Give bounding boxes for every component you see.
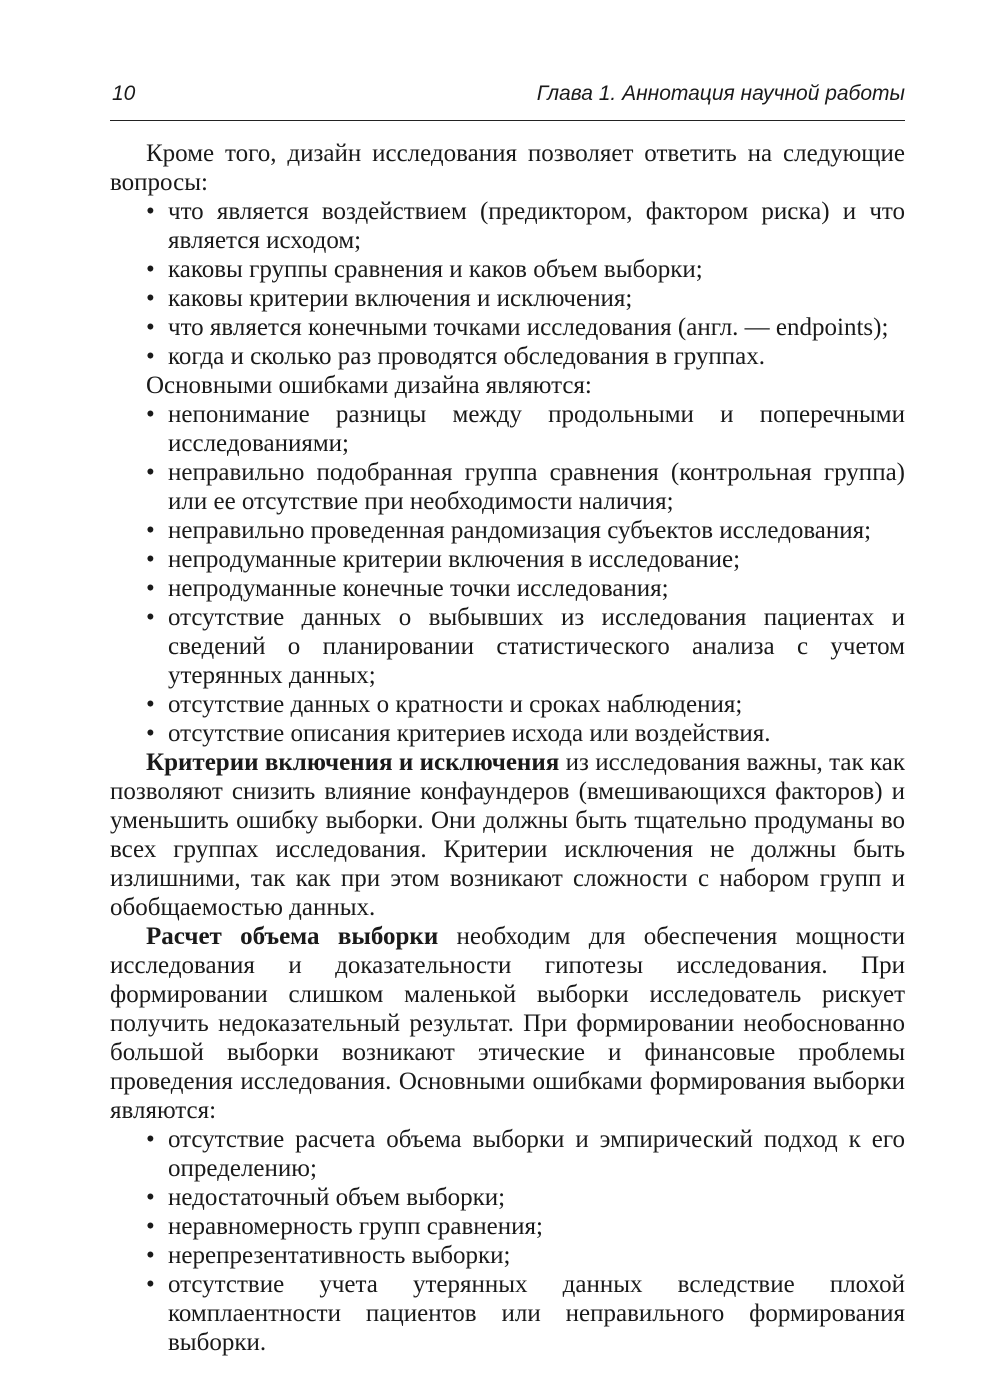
list-item: • отсутствие описания критериев исхода или воздействия. bbox=[110, 719, 905, 748]
sample-size-paragraph bbox=[110, 922, 905, 1125]
list-item: • каковы группы сравнения и каков объем выборки; bbox=[110, 255, 905, 284]
sample-size-text: необходим для обеспечения мощности исследования и доказательности гипотезы исследования. При формировании слишком маленькой выборки исследователь рискует получить недоказательный результат. При формировании необоснованно большой выборки возникают этические и финансовые проблемы проведения исследования. Основными ошибками формирования выборки являются: bbox=[110, 923, 906, 1124]
criteria-text: из исследования важны, так как позволяют снизить влияние конфаундеров (вмешивающихся факторов) и уменьшить ошибку выборки. Они должны быть тщательно продуманы во всех группах исследования. Критерии исключения не должны быть излишними, так как при этом возникают сложности с набором групп и обобщаемостью данных. bbox=[110, 749, 906, 921]
list-item: • отсутствие учета утерянных данных вследствие плохой комплаентности пациентов или неправильного формирования выборки. bbox=[110, 1270, 905, 1357]
design-questions-list bbox=[110, 197, 905, 371]
design-errors-intro: Основными ошибками дизайна являются: bbox=[146, 372, 592, 399]
criteria-paragraph bbox=[110, 748, 905, 922]
list-item: • неправильно подобранная группа сравнения (контрольная группа) или ее отсутствие при необходимости наличия; bbox=[110, 458, 905, 516]
list-item: • недостаточный объем выборки; bbox=[110, 1183, 905, 1212]
list-item: • когда и сколько раз проводятся обследования в группах. bbox=[110, 342, 905, 371]
sample-size-term: Расчет объема выборки bbox=[146, 923, 439, 950]
list-item: • каковы критерии включения и исключения; bbox=[110, 284, 905, 313]
list-item: • неравномерность групп сравнения; bbox=[110, 1212, 905, 1241]
list-item: • отсутствие данных о кратности и сроках наблюдения; bbox=[110, 690, 905, 719]
list-item: • что является воздействием (предиктором, фактором риска) и что является исходом; bbox=[110, 197, 905, 255]
list-item: • непонимание разницы между продольными и поперечными исследованиями; bbox=[110, 400, 905, 458]
sample-errors-list bbox=[110, 1125, 905, 1357]
list-item: • отсутствие расчета объема выборки и эмпирический подход к его определению; bbox=[110, 1125, 905, 1183]
page-body bbox=[110, 139, 905, 1357]
list-item: • отсутствие данных о выбывших из исследования пациентах и сведений о планировании статистического анализа с учетом утерянных данных; bbox=[110, 603, 905, 690]
page-number: 10 bbox=[112, 82, 136, 105]
list-item: • неправильно проведенная рандомизация субъектов исследования; bbox=[110, 516, 905, 545]
page-header bbox=[110, 80, 905, 121]
list-item: • что является конечными точками исследования (англ. — endpoints); bbox=[110, 313, 905, 342]
list-item: • нерепрезентативность выборки; bbox=[110, 1241, 905, 1270]
list-item: • непродуманные конечные точки исследования; bbox=[110, 574, 905, 603]
intro-paragraph: Кроме того, дизайн исследования позволяет ответить на следующие вопросы: bbox=[110, 140, 905, 196]
list-item: • непродуманные критерии включения в исследование; bbox=[110, 545, 905, 574]
running-title: Глава 1. Аннотация научной работы bbox=[536, 82, 905, 105]
design-errors-list bbox=[110, 400, 905, 748]
criteria-term: Критерии включения и исключения bbox=[146, 749, 560, 776]
